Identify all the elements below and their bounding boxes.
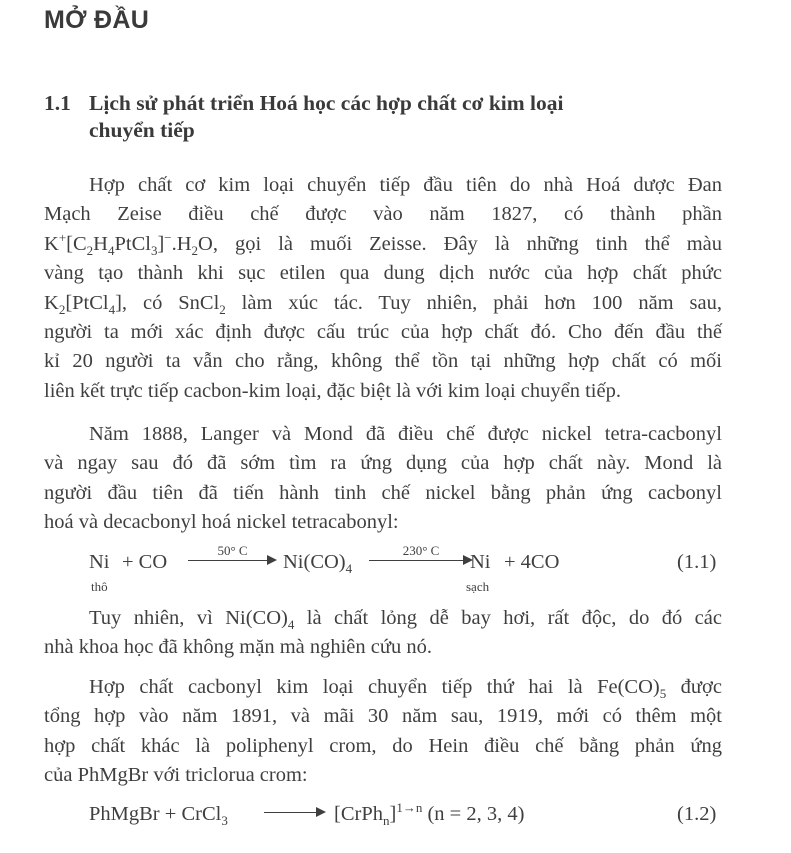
paragraph-langer-mond bbox=[44, 420, 722, 538]
text-line: người đầu tiên đã tiến hành tinh chế nickel bằng phản ứng cacbonyl bbox=[44, 481, 722, 504]
eq-reactant-ni: Ni bbox=[89, 551, 110, 573]
text-line: hoá và decacbonyl hoá nickel tetracabonyl: bbox=[44, 511, 399, 534]
eq-plus-co: + CO bbox=[122, 551, 168, 573]
text-line: tổng hợp vào năm 1891, và mãi 30 năm sau, 1919, mới có thêm một bbox=[44, 705, 722, 728]
eq-product: [CrPh$_n$]$^{1\to n}$ (n = 2, 3, 4) bbox=[334, 800, 525, 828]
arrow-label-230c: 230° C bbox=[402, 543, 440, 558]
text-line: và ngay sau đó đã sớm tìm ra ứng dụng của hợp chất này. Mond là bbox=[44, 452, 722, 475]
reaction-arrow bbox=[264, 797, 326, 827]
text-line: kỉ 20 người ta vẫn cho rằng, không thể tồn tại những hợp chất có mối bbox=[44, 350, 722, 373]
text-line: nhà khoa học đã không mặn mà nghiên cứu nó. bbox=[44, 636, 432, 659]
text-line: Năm 1888, Langer và Mond đã điều chế được nickel tetra-cacbonyl bbox=[89, 423, 722, 445]
section-title-line2: chuyển tiếp bbox=[89, 118, 195, 142]
eq-reactants: PhMgBr + CrCl$_3$ bbox=[89, 803, 228, 828]
section-number: 1.1 bbox=[44, 91, 71, 115]
paragraph-toxicity bbox=[44, 604, 722, 663]
text-line: liên kết trực tiếp cacbon-kim loại, đặc biệt là với kim loại chuyển tiếp. bbox=[44, 379, 621, 402]
eq-product-co: + 4CO bbox=[504, 551, 560, 573]
text-line: của PhMgBr với triclorua crom: bbox=[44, 764, 308, 787]
text-line: người ta mới xác định được cấu trúc của hợp chất đó. Cho đến đầu thế bbox=[44, 321, 722, 344]
paragraph-zeise bbox=[44, 171, 722, 406]
text-line: Tuy nhiên, vì $Ni(CO)_4$ là chất lỏng dễ bay hơi, rất độc, do đó các bbox=[89, 607, 722, 632]
text-line: Hợp chất cacbonyl kim loại chuyển tiếp thứ hai là $Fe(CO)_5$ được bbox=[89, 676, 722, 701]
section-heading bbox=[44, 90, 684, 144]
eq-label-crude: thô bbox=[91, 579, 108, 594]
arrow-right-icon bbox=[267, 555, 277, 565]
reaction-arrow-1 bbox=[188, 545, 277, 575]
arrow-label-50c: 50° C bbox=[217, 543, 248, 558]
reaction-arrow-2 bbox=[369, 545, 473, 575]
text-line: vàng tạo thành khi sục etilen qua dung dịch nước của hợp chất phức bbox=[44, 262, 722, 285]
eq-intermediate: $Ni(CO)_4$ bbox=[283, 551, 353, 576]
text-line: Hợp chất cơ kim loại chuyển tiếp đầu tiên do nhà Hoá dược Đan bbox=[89, 174, 722, 196]
equation-number: (1.2) bbox=[677, 803, 717, 825]
text-line: Mạch Zeise điều chế được vào năm 1827, có thành phần bbox=[44, 203, 722, 226]
chapter-title: MỞ ĐẦU bbox=[44, 6, 150, 34]
equation-number: (1.1) bbox=[677, 551, 717, 573]
arrow-line bbox=[369, 560, 465, 561]
eq-label-pure: sạch bbox=[466, 579, 490, 594]
arrow-line bbox=[188, 560, 269, 561]
equation-1-2 bbox=[0, 800, 791, 853]
text-line: $K^+[C_2H_4PtCl_3]^-.H_2O$, gọi là muối Zeisse. Đây là những tinh thể màu bbox=[44, 229, 722, 258]
section-title-line1: Lịch sử phát triển Hoá học các hợp chất cơ kim loại bbox=[89, 91, 564, 115]
equation-1-1 bbox=[0, 543, 791, 601]
arrow-line bbox=[264, 812, 318, 813]
paragraph-iron-carbonyl bbox=[44, 673, 722, 791]
eq-product-ni: Ni bbox=[470, 551, 491, 573]
text-line: hợp chất khác là poliphenyl crom, do Hein điều chế bằng phản ứng bbox=[44, 734, 722, 757]
text-line: $K_2[PtCl_4]$, có SnCl$_2$ làm xúc tác. Tuy nhiên, phải hơn 100 năm sau, bbox=[44, 291, 722, 317]
arrow-right-icon bbox=[316, 807, 326, 817]
